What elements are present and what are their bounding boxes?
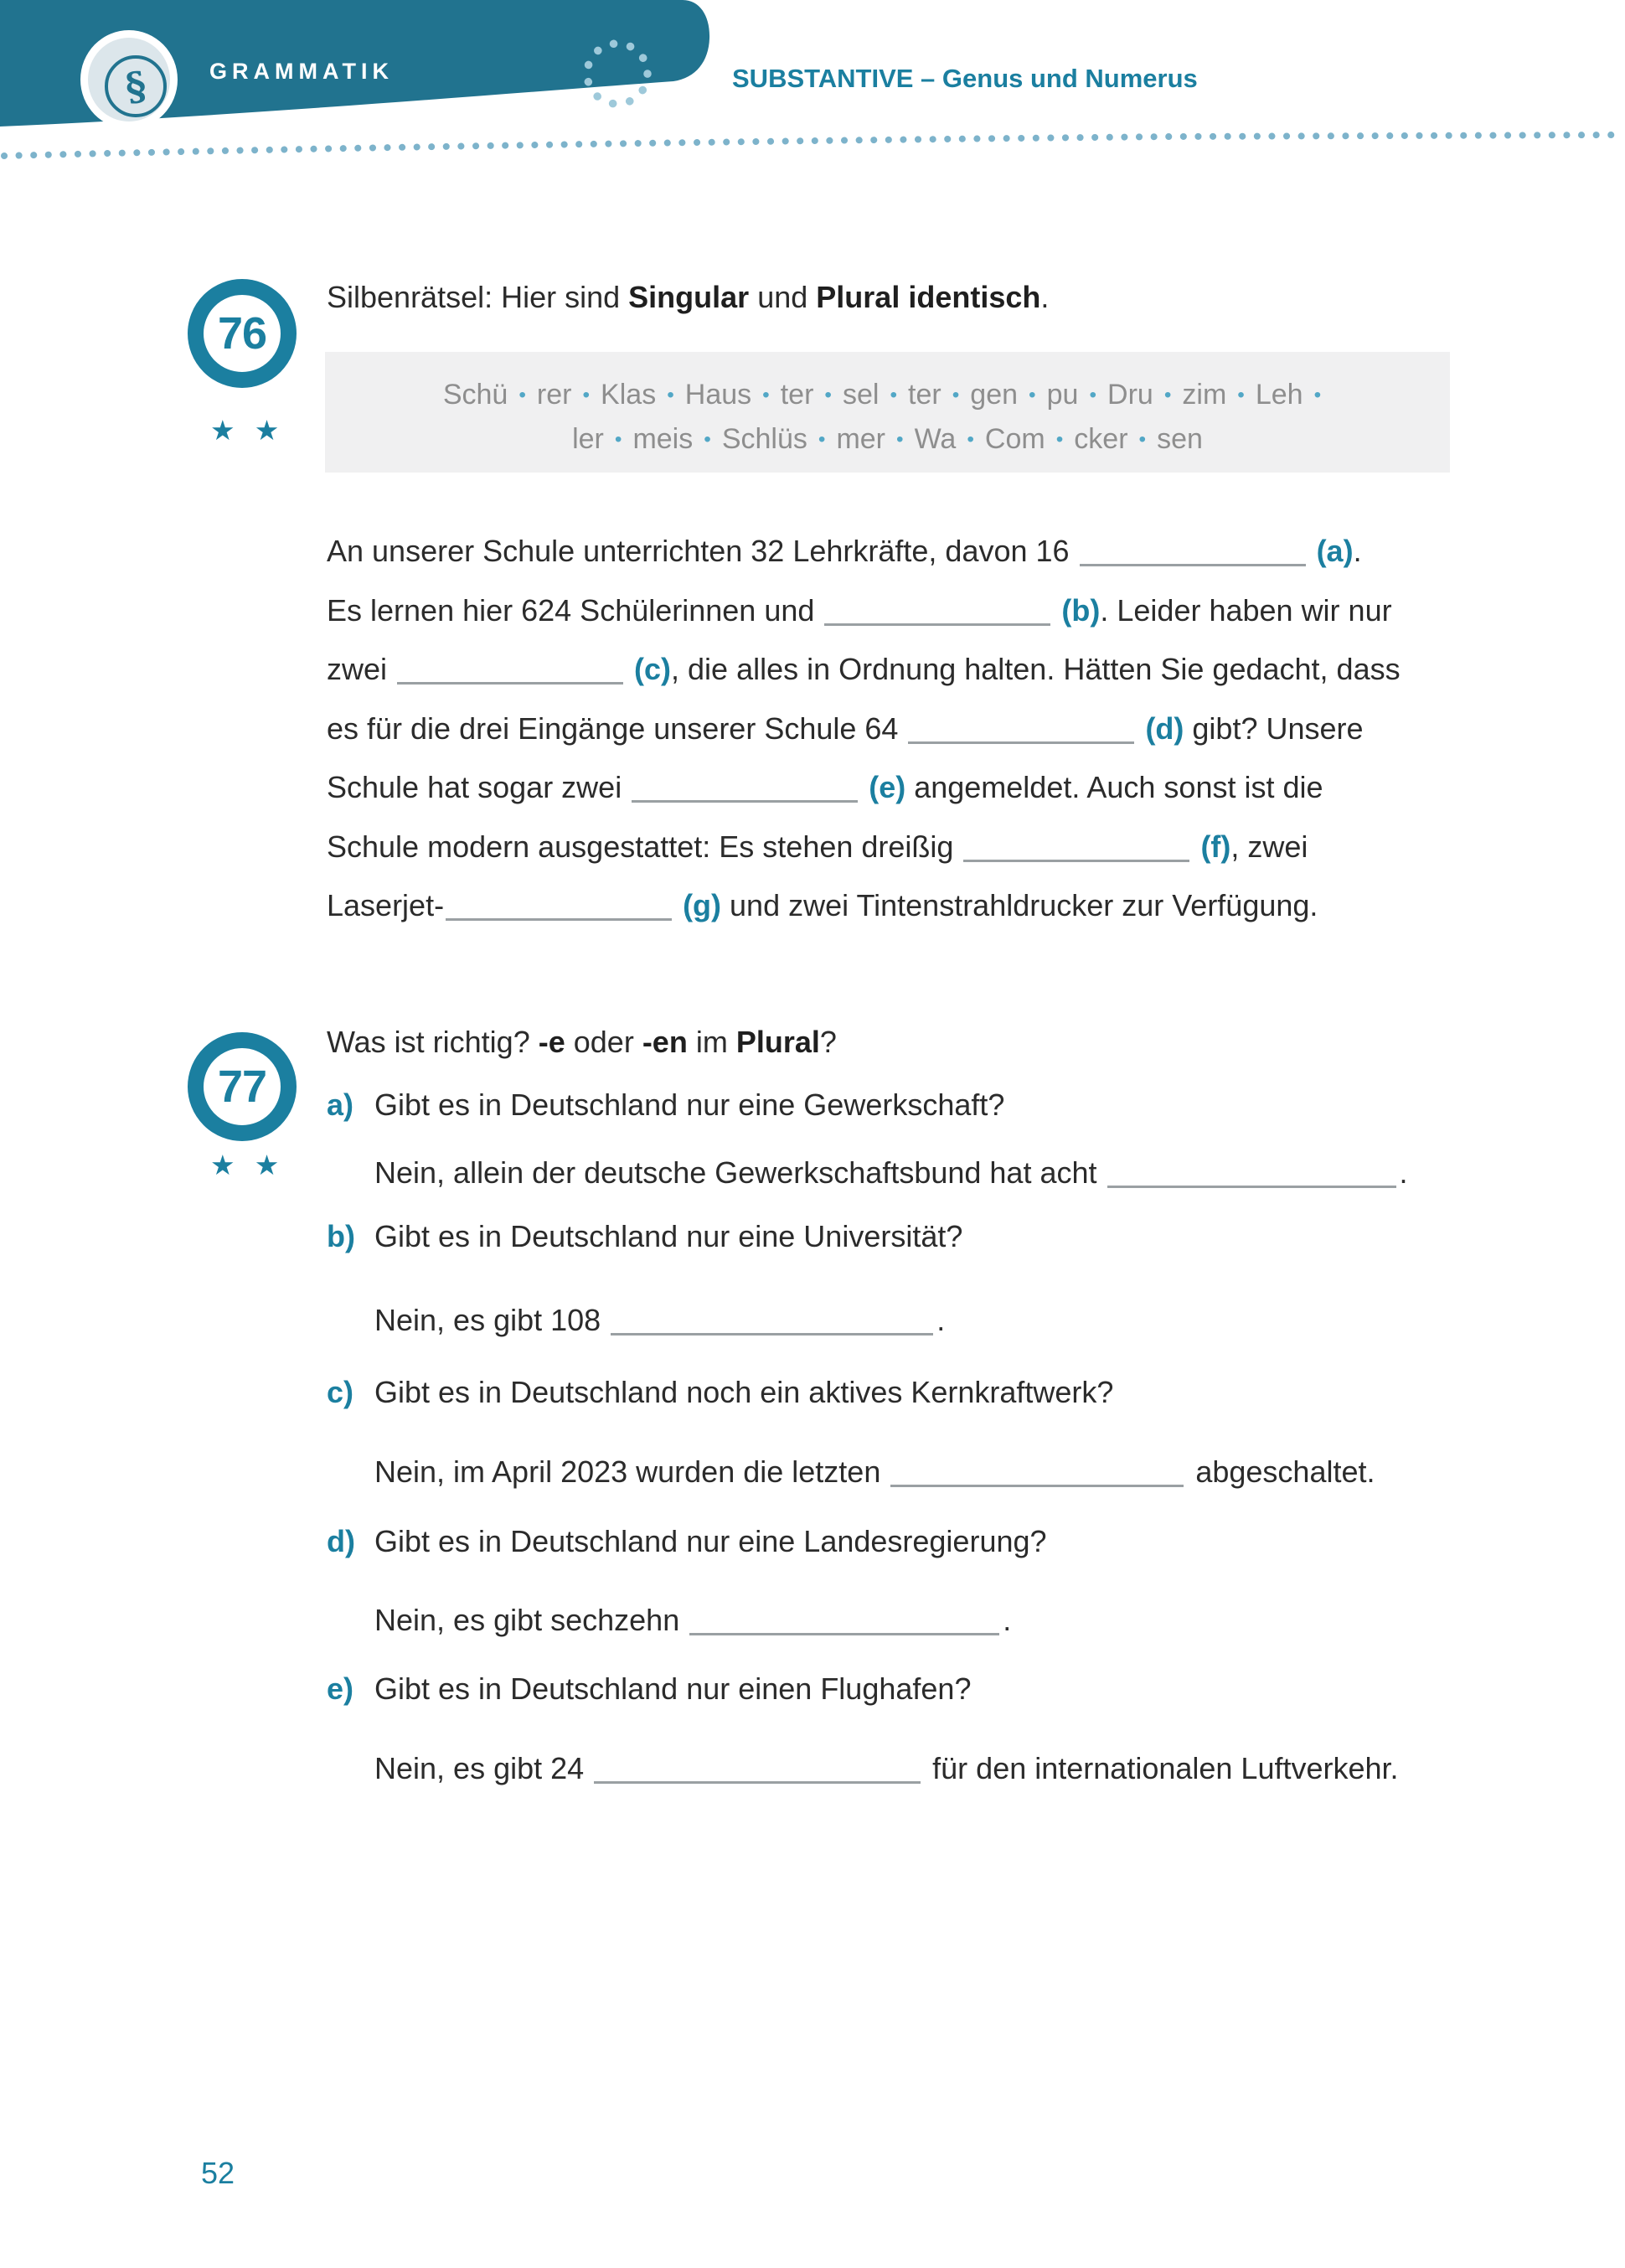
- syllable: ler: [572, 423, 604, 455]
- syllable: Com: [984, 423, 1045, 455]
- item-letter: e): [327, 1671, 354, 1706]
- answer-line: [374, 1451, 1375, 1490]
- text-segment: Nein, es gibt 24: [374, 1751, 593, 1786]
- text-segment: Plural: [735, 1025, 820, 1059]
- fill-in-blank: [824, 595, 1050, 626]
- text-segment: abgeschaltet.: [1187, 1454, 1375, 1490]
- text-segment: Singular: [628, 280, 750, 314]
- text-segment: An unserer Schule unterrichten 32 Lehrkräfte, davon 16: [327, 534, 1078, 569]
- syllable-bullet: •: [818, 427, 826, 451]
- fill-in-blank: [890, 1456, 1184, 1487]
- brand-title: GRAMMATIK: [209, 59, 394, 84]
- question-line: Gibt es in Deutschland nur einen Flughafen?: [374, 1671, 972, 1706]
- text-segment: im: [687, 1025, 736, 1059]
- syllable: Leh: [1255, 379, 1303, 411]
- paragraph-line: [327, 826, 1308, 865]
- syllable: mer: [836, 423, 886, 455]
- syllable-bullet: •: [967, 427, 974, 451]
- text-segment: es für die drei Eingänge unserer Schule 64: [327, 711, 907, 747]
- text-segment: ?: [819, 1025, 837, 1059]
- paragraph-icon: [105, 55, 167, 117]
- syllable-bullet: •: [824, 383, 832, 406]
- exercise-77-title: [327, 1024, 837, 1061]
- fill-in-blank: [1107, 1157, 1396, 1188]
- paragraph-line: [327, 590, 1392, 629]
- blank-label: (c): [634, 652, 672, 687]
- section-badge-inner: [88, 38, 170, 121]
- text-segment: , zwei: [1230, 829, 1308, 865]
- syllable: ter: [908, 379, 941, 411]
- answer-line: [374, 1299, 945, 1339]
- blank-label: (a): [1316, 534, 1354, 569]
- syllable-bullet: •: [762, 383, 770, 406]
- syllable: rer: [536, 379, 572, 411]
- syllable: Wa: [914, 423, 957, 455]
- syllable: Schü: [442, 379, 508, 411]
- syllable: meis: [632, 423, 694, 455]
- syllable-bullet: •: [1089, 383, 1097, 406]
- blank-label: (e): [869, 770, 906, 805]
- syllable: zim: [1182, 379, 1227, 411]
- syllable: gen: [970, 379, 1019, 411]
- text-segment: zwei: [327, 652, 396, 687]
- exercise-number: 76: [217, 308, 267, 359]
- answer-line: [374, 1152, 1408, 1191]
- text-segment: Was ist richtig?: [327, 1025, 539, 1059]
- blank-label: (g): [683, 888, 722, 923]
- text-segment: gibt? Unsere: [1184, 711, 1364, 747]
- syllable-bullet: •: [518, 383, 526, 406]
- text-segment: -e: [538, 1025, 565, 1059]
- syllable-line-2: [325, 423, 1450, 456]
- item-letter: c): [327, 1375, 354, 1409]
- paragraph-symbol: §: [122, 62, 149, 111]
- text-segment: .: [1399, 1155, 1408, 1191]
- syllable: Schlüs: [721, 423, 807, 455]
- syllable-bullet: •: [614, 427, 622, 451]
- fill-in-blank: [1080, 535, 1306, 566]
- syllable-bullet: •: [1313, 383, 1322, 406]
- text-segment: Plural identisch: [816, 280, 1041, 314]
- text-segment: Nein, es gibt sechzehn: [374, 1603, 689, 1638]
- syllable: sen: [1157, 423, 1203, 455]
- item-letter: b): [327, 1219, 355, 1253]
- text-segment: Nein, es gibt 108: [374, 1303, 610, 1338]
- exercise-76-title: [327, 279, 1049, 316]
- text-segment: .: [1353, 534, 1362, 569]
- fill-in-blank: [689, 1604, 999, 1635]
- text-segment: .: [1003, 1603, 1012, 1638]
- text-segment: Nein, im April 2023 wurden die letzten: [374, 1454, 890, 1490]
- syllable: ter: [780, 379, 814, 411]
- blank-label: (f): [1200, 829, 1231, 865]
- text-segment: Schule hat sogar zwei: [327, 770, 631, 805]
- syllable: cker: [1074, 423, 1128, 455]
- syllable-line-1: [325, 379, 1450, 411]
- syllable-bullet: •: [890, 383, 898, 406]
- text-segment: , die alles in Ordnung halten. Hätten Sie gedacht, dass: [671, 652, 1401, 687]
- fill-in-blank: [611, 1304, 933, 1335]
- blank-label: (d): [1145, 711, 1184, 747]
- question-line: Gibt es in Deutschland nur eine Universität?: [374, 1219, 963, 1253]
- exercise-76-difficulty-stars: ★ ★: [210, 415, 286, 446]
- text-segment: und zwei Tintenstrahldrucker zur Verfügung.: [721, 888, 1318, 923]
- text-segment: Nein, allein der deutsche Gewerkschaftsbund hat acht: [374, 1155, 1106, 1191]
- item-letter: a): [327, 1088, 354, 1122]
- exercise-77-number-circle: [188, 1032, 297, 1141]
- answer-line: [374, 1748, 1399, 1787]
- question-line: Gibt es in Deutschland nur eine Gewerkschaft?: [374, 1088, 1005, 1122]
- syllable-bullet: •: [667, 383, 674, 406]
- fill-in-blank: [632, 772, 858, 803]
- section-badge: [80, 30, 178, 129]
- text-segment: Laserjet-: [327, 888, 445, 923]
- section-title: SUBSTANTIVE – Genus und Numerus: [732, 64, 1198, 93]
- syllable: sel: [842, 379, 880, 411]
- header-decoration: [0, 0, 1625, 218]
- paragraph-line: [327, 708, 1364, 747]
- text-segment: .: [1040, 280, 1050, 314]
- paragraph-line: [327, 648, 1401, 688]
- text-segment: . Leider haben wir nur: [1100, 593, 1392, 628]
- question-line: Gibt es in Deutschland noch ein aktives Kernkraftwerk?: [374, 1375, 1114, 1409]
- text-segment: für den internationalen Luftverkehr.: [924, 1751, 1399, 1786]
- syllable-bullet: •: [896, 427, 904, 451]
- exercise-76-number-circle: [188, 279, 297, 388]
- syllable: Klas: [601, 379, 657, 411]
- fill-in-blank: [908, 713, 1134, 744]
- blank-label: (b): [1061, 593, 1101, 628]
- fill-in-blank: [594, 1753, 921, 1784]
- paragraph-line: [327, 530, 1362, 570]
- fill-in-blank: [397, 654, 623, 685]
- syllable: Dru: [1107, 379, 1153, 411]
- syllable-bullet: •: [1138, 427, 1147, 451]
- syllable: Haus: [684, 379, 752, 411]
- paragraph-line: [327, 767, 1323, 806]
- exercise-number: 77: [217, 1062, 267, 1112]
- text-segment: Schule modern ausgestattet: Es stehen dreißig: [327, 829, 962, 865]
- dotted-wave-line: [4, 135, 1622, 156]
- text-segment: .: [936, 1303, 946, 1338]
- syllable-bullet: •: [1029, 383, 1036, 406]
- text-segment: und: [749, 280, 817, 314]
- text-segment: -en: [642, 1025, 688, 1059]
- syllable: pu: [1046, 379, 1079, 411]
- exercise-77-difficulty-stars: ★ ★: [210, 1149, 286, 1180]
- fill-in-blank: [446, 890, 672, 921]
- text-segment: angemeldet. Auch sonst ist die: [905, 770, 1323, 805]
- syllable-bullet: •: [1237, 383, 1245, 406]
- text-segment: oder: [565, 1025, 642, 1059]
- page-number: 52: [201, 2156, 235, 2190]
- syllable-bullet: •: [1055, 427, 1064, 451]
- syllable-bullet: •: [704, 427, 711, 451]
- syllable-bullet: •: [1163, 383, 1172, 406]
- question-line: Gibt es in Deutschland nur eine Landesregierung?: [374, 1524, 1047, 1558]
- syllable-box: [325, 352, 1450, 473]
- syllable-bullet: •: [952, 383, 960, 406]
- fill-in-blank: [963, 831, 1189, 862]
- text-segment: Silbenrätsel: Hier sind: [327, 280, 629, 314]
- answer-line: [374, 1599, 1011, 1639]
- item-letter: d): [327, 1524, 355, 1558]
- text-segment: Es lernen hier 624 Schülerinnen und: [327, 593, 823, 628]
- paragraph-line: [327, 885, 1318, 924]
- syllable-bullet: •: [582, 383, 591, 406]
